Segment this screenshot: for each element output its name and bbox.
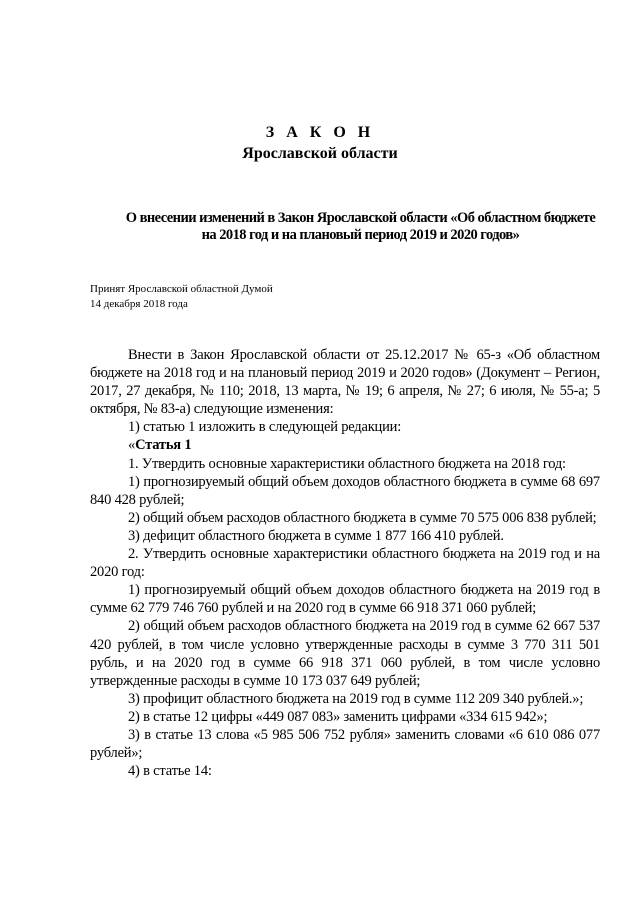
adoption-date: 14 декабря 2018 года bbox=[90, 298, 188, 310]
clause-2-item-2: 2) общий объем расходов областного бюджета на 2019 год в сумме 62 667 537 420 рублей, в том числе условно утвержденные расходы в сумме 3 770 311 501 рубль, и на 2020 год в сумме 66 918 371 060 рублей, в том числе условно утвержденные расходы в сумме 10 173 037 649 рублей; bbox=[90, 618, 600, 689]
article-clause-1: 1. Утвердить основные характеристики областного бюджета на 2018 год: bbox=[128, 455, 566, 472]
amendment-item-1: 1) статью 1 изложить в следующей редакции: bbox=[128, 419, 402, 436]
clause-2-item-1: 1) прогнозируемый общий объем доходов областного бюджета на 2019 год в сумме 62 779 746 760 рублей и на 2020 год в сумме 66 918 371 060 рублей; bbox=[90, 582, 600, 617]
clause-2-item-3: 3) профицит областного бюджета на 2019 год в сумме 112 209 340 рублей.»; bbox=[128, 690, 584, 707]
clause-1-item-3: 3) дефицит областного бюджета в сумме 1 877 166 410 рублей. bbox=[128, 527, 504, 544]
amendment-item-4: 4) в статье 14: bbox=[128, 763, 212, 780]
clause-1-item-2: 2) общий объем расходов областного бюджета в сумме 70 575 006 838 рублей; bbox=[128, 509, 597, 526]
law-body bbox=[90, 346, 600, 780]
amendment-item-3: 3) в статье 13 слова «5 985 506 752 рубля» заменить словами «6 610 086 077 рублей»; bbox=[90, 726, 600, 762]
law-heading: З А К О Н bbox=[265, 124, 375, 141]
article-quote: « bbox=[128, 437, 136, 454]
clause-1-item-1: 1) прогнозируемый общий объем доходов областного бюджета в сумме 68 697 840 428 рублей; bbox=[90, 473, 600, 508]
adoption-note bbox=[90, 282, 273, 312]
article-heading bbox=[90, 436, 600, 454]
article-clause-2: 2. Утвердить основные характеристики областного бюджета на 2019 год и на 2020 год: bbox=[90, 546, 600, 581]
region-heading: Ярославской области bbox=[242, 145, 398, 162]
adoption-body: Принят Ярославской областной Думой bbox=[90, 283, 273, 295]
law-subtitle: О внесении изменений в Закон Ярославской области «Об областном бюджете на 2018 год и на плановый период 2019 и 2020 годов» bbox=[125, 210, 596, 243]
article-title: Статья 1 bbox=[135, 437, 192, 454]
amendment-item-2: 2) в статье 12 цифры «449 087 083» заменить цифрами «334 615 942»; bbox=[128, 708, 548, 725]
intro-paragraph: Внести в Закон Ярославской области от 25.12.2017 № 65-з «Об областном бюджете на 2018 год и на плановый период 2019 и 2020 годов» (Документ – Регион, 2017, 27 декабря, № 110; 2018, 13 марта, № 19; 6 апреля, № 27; 6 июля, № 55-а; 5 октября, № 83-а) следующие изменения: bbox=[90, 347, 600, 418]
